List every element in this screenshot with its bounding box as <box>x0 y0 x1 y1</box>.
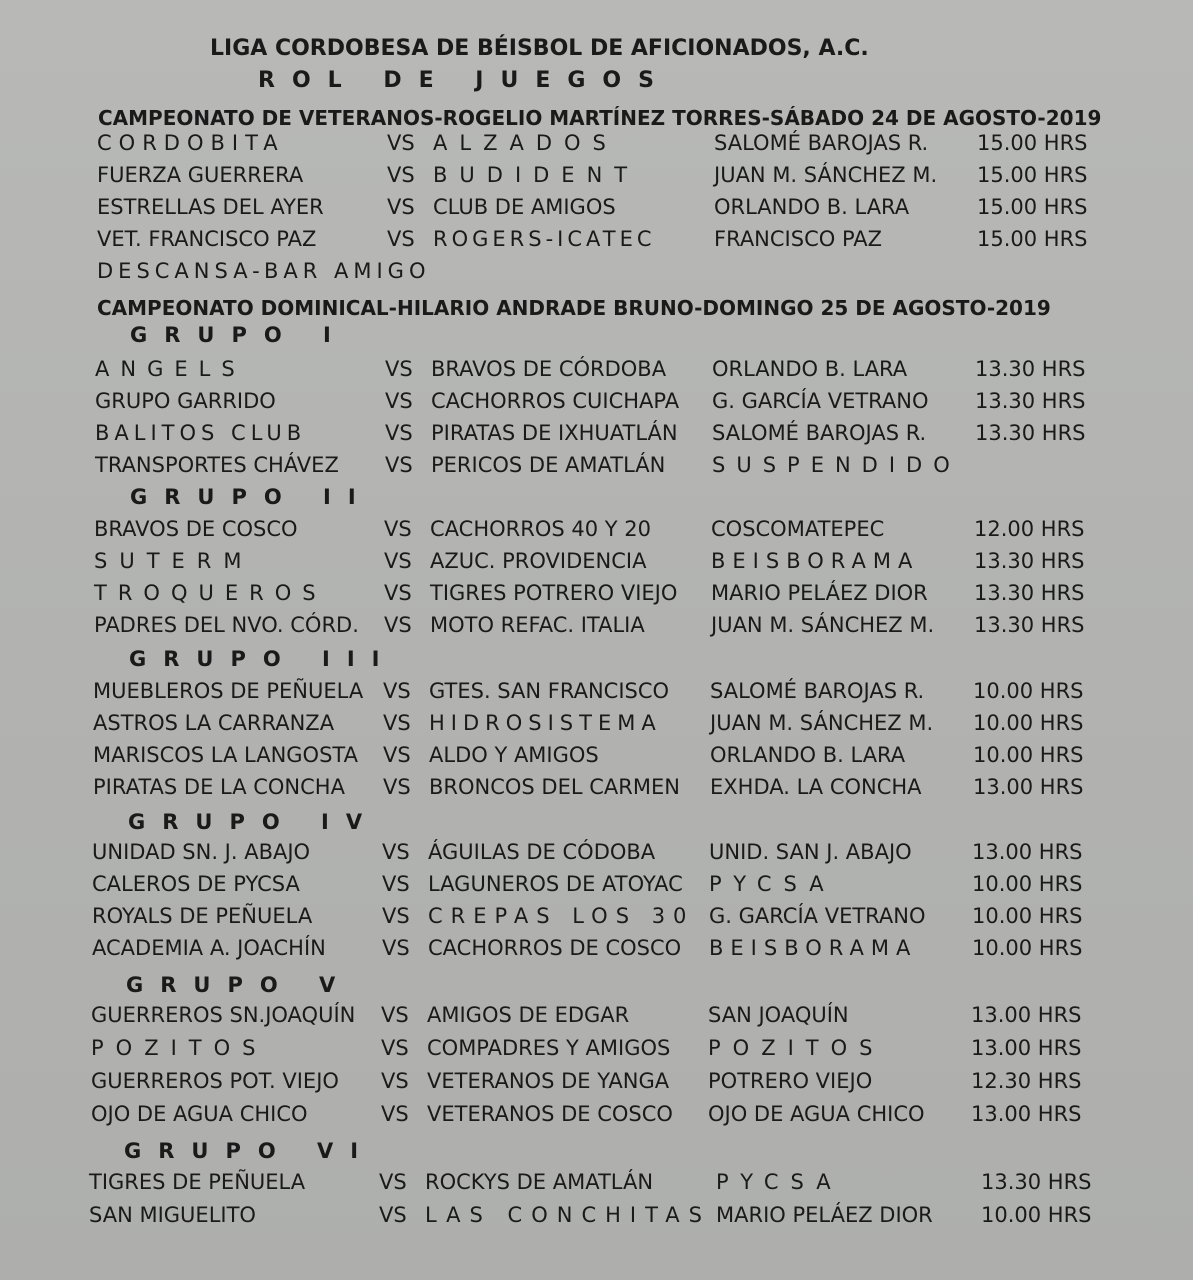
home-team: SAN MIGUELITO <box>89 1203 256 1227</box>
vs-label: VS <box>384 549 412 573</box>
vs-label: VS <box>384 517 412 541</box>
venue: PYCSA <box>709 872 836 896</box>
game-time: 13.00 HRS <box>971 1036 1082 1060</box>
away-team: ROCKYS DE AMATLÁN <box>425 1170 654 1194</box>
home-team: VET. FRANCISCO PAZ <box>97 227 317 251</box>
game-time: 10.00 HRS <box>973 743 1084 767</box>
venue: FRANCISCO PAZ <box>714 227 883 251</box>
game-time: 15.00 HRS <box>977 195 1088 219</box>
venue: G. GARCÍA VETRANO <box>709 904 926 928</box>
home-team: BRAVOS DE COSCO <box>94 517 298 541</box>
venue: COSCOMATEPEC <box>711 517 885 541</box>
veterans-championship-title: CAMPEONATO DE VETERANOS-ROGELIO MARTÍNEZ TORRES-SÁBADO 24 DE AGOSTO-2019 <box>98 106 1102 130</box>
vs-label: VS <box>385 389 413 413</box>
home-team: UNIDAD SN. J. ABAJO <box>92 840 311 864</box>
game-time: 13.30 HRS <box>974 613 1085 637</box>
game-time: 10.00 HRS <box>973 679 1084 703</box>
away-team: ALDO Y AMIGOS <box>429 743 599 767</box>
away-team: CACHORROS DE COSCO <box>428 936 682 960</box>
vs-label: VS <box>387 163 415 187</box>
home-team: MARISCOS LA LANGOSTA <box>93 743 358 767</box>
vs-label: VS <box>382 904 410 928</box>
group-heading: GRUPO I <box>130 323 348 347</box>
game-time: 10.00 HRS <box>972 872 1083 896</box>
vs-label: VS <box>387 227 415 251</box>
home-team: ROYALS DE PEÑUELA <box>92 904 313 928</box>
away-team: CLUB DE AMIGOS <box>433 195 616 219</box>
group-heading: GRUPO VI <box>124 1139 376 1163</box>
away-team: CREPAS LOS 30 <box>428 904 695 928</box>
away-team: VETERANOS DE YANGA <box>427 1069 670 1093</box>
rest-team-note: DESCANSA-BAR AMIGO <box>97 259 431 283</box>
venue: POTRERO VIEJO <box>708 1069 873 1093</box>
vs-label: VS <box>379 1203 407 1227</box>
group-heading: GRUPO II <box>130 485 373 509</box>
home-team: GUERREROS POT. VIEJO <box>91 1069 339 1093</box>
league-title: LIGA CORDOBESA DE BÉISBOL DE AFICIONADOS, A.C. <box>210 36 869 61</box>
group-heading: GRUPO IV <box>128 810 380 834</box>
home-team: MUEBLEROS DE PEÑUELA <box>93 679 364 703</box>
home-team: TRANSPORTES CHÁVEZ <box>95 453 339 477</box>
away-team: PERICOS DE AMATLÁN <box>431 453 666 477</box>
home-team: SUTERM <box>94 549 254 573</box>
game-time: 13.00 HRS <box>971 1003 1082 1027</box>
vs-label: VS <box>383 711 411 735</box>
venue: JUAN M. SÁNCHEZ M. <box>711 613 935 637</box>
home-team: GRUPO GARRIDO <box>95 389 276 413</box>
away-team: LAS CONCHITAS <box>425 1203 711 1227</box>
away-team: ROGERS-ICATEC <box>433 227 656 251</box>
away-team: PIRATAS DE IXHUATLÁN <box>431 421 678 445</box>
home-team: TIGRES DE PEÑUELA <box>89 1170 306 1194</box>
game-time: 13.30 HRS <box>974 549 1085 573</box>
vs-label: VS <box>384 581 412 605</box>
game-time: 13.30 HRS <box>975 389 1086 413</box>
game-time: 10.00 HRS <box>981 1203 1092 1227</box>
away-team: LAGUNEROS DE ATOYAC <box>428 872 683 896</box>
game-time: 10.00 HRS <box>972 936 1083 960</box>
vs-label: VS <box>385 453 413 477</box>
away-team: AMIGOS DE EDGAR <box>427 1003 630 1027</box>
game-time: 12.30 HRS <box>971 1069 1082 1093</box>
home-team: ASTROS LA CARRANZA <box>93 711 335 735</box>
venue: JUAN M. SÁNCHEZ M. <box>714 163 938 187</box>
sunday-championship-title: CAMPEONATO DOMINICAL-HILARIO ANDRADE BRUNO-DOMINGO 25 DE AGOSTO-2019 <box>97 296 1051 320</box>
home-team: ACADEMIA A. JOACHÍN <box>92 936 326 960</box>
venue: BEISBORAMA <box>711 549 920 573</box>
vs-label: VS <box>383 679 411 703</box>
venue: ORLANDO B. LARA <box>710 743 906 767</box>
vs-label: VS <box>381 1102 409 1126</box>
venue: BEISBORAMA <box>709 936 918 960</box>
game-time: 13.00 HRS <box>972 840 1083 864</box>
away-team: VETERANOS DE COSCO <box>427 1102 673 1126</box>
home-team: PADRES DEL NVO. CÓRD. <box>94 613 359 637</box>
home-team: OJO DE AGUA CHICO <box>91 1102 308 1126</box>
away-team: ALZADOS <box>433 131 618 155</box>
game-time: 13.00 HRS <box>973 775 1084 799</box>
home-team: PIRATAS DE LA CONCHA <box>93 775 345 799</box>
away-team: COMPADRES Y AMIGOS <box>427 1036 671 1060</box>
game-time: 10.00 HRS <box>972 904 1083 928</box>
away-team: CACHORROS CUICHAPA <box>431 389 680 413</box>
away-team: GTES. SAN FRANCISCO <box>429 679 670 703</box>
vs-label: VS <box>379 1170 407 1194</box>
vs-label: VS <box>382 840 410 864</box>
away-team: BUDIDENT <box>433 163 640 187</box>
vs-label: VS <box>385 421 413 445</box>
away-team: TIGRES POTRERO VIEJO <box>430 581 678 605</box>
home-team: POZITOS <box>91 1036 268 1060</box>
home-team: GUERREROS SN.JOAQUÍN <box>91 1003 356 1027</box>
home-team: BALITOS CLUB <box>95 421 307 445</box>
vs-label: VS <box>382 872 410 896</box>
vs-label: VS <box>387 131 415 155</box>
home-team: ANGELS <box>95 357 246 381</box>
group-heading: GRUPO V <box>126 973 353 997</box>
venue: UNID. SAN J. ABAJO <box>709 840 912 864</box>
away-team: MOTO REFAC. ITALIA <box>430 613 645 637</box>
away-team: ÁGUILAS DE CÓDOBA <box>428 840 656 864</box>
game-time: 13.30 HRS <box>981 1170 1092 1194</box>
game-time: 13.30 HRS <box>974 581 1085 605</box>
vs-label: VS <box>383 775 411 799</box>
venue: G. GARCÍA VETRANO <box>712 389 929 413</box>
home-team: FUERZA GUERRERA <box>97 163 304 187</box>
game-time: 13.30 HRS <box>975 357 1086 381</box>
vs-label: VS <box>381 1036 409 1060</box>
vs-label: VS <box>385 357 413 381</box>
away-team: HIDROSISTEMA <box>429 711 662 735</box>
vs-label: VS <box>381 1003 409 1027</box>
group-heading: GRUPO III <box>129 647 397 671</box>
venue: POZITOS <box>708 1036 885 1060</box>
home-team: CALEROS DE PYCSA <box>92 872 300 896</box>
venue: SALOMÉ BAROJAS R. <box>710 679 925 703</box>
vs-label: VS <box>387 195 415 219</box>
venue: SUSPENDIDO <box>712 453 961 477</box>
vs-label: VS <box>383 743 411 767</box>
game-time: 10.00 HRS <box>973 711 1084 735</box>
venue: ORLANDO B. LARA <box>714 195 910 219</box>
vs-label: VS <box>384 613 412 637</box>
home-team: CORDOBITA <box>97 131 285 155</box>
game-time: 15.00 HRS <box>977 131 1088 155</box>
vs-label: VS <box>382 936 410 960</box>
venue: ORLANDO B. LARA <box>712 357 908 381</box>
venue: JUAN M. SÁNCHEZ M. <box>710 711 934 735</box>
venue: MARIO PELÁEZ DIOR <box>711 581 928 605</box>
vs-label: VS <box>381 1069 409 1093</box>
game-time: 13.00 HRS <box>971 1102 1082 1126</box>
home-team: ESTRELLAS DEL AYER <box>97 195 324 219</box>
game-time: 12.00 HRS <box>974 517 1085 541</box>
venue: SALOMÉ BAROJAS R. <box>712 421 927 445</box>
away-team: AZUC. PROVIDENCIA <box>430 549 647 573</box>
away-team: CACHORROS 40 Y 20 <box>430 517 651 541</box>
game-time: 15.00 HRS <box>977 163 1088 187</box>
venue: SALOMÉ BAROJAS R. <box>714 131 929 155</box>
game-time: 13.30 HRS <box>975 421 1086 445</box>
away-team: BRONCOS DEL CARMEN <box>429 775 680 799</box>
schedule-subtitle: ROL DE JUEGOS <box>258 68 671 93</box>
venue: OJO DE AGUA CHICO <box>708 1102 925 1126</box>
venue: PYCSA <box>716 1170 843 1194</box>
venue: SAN JOAQUÍN <box>708 1003 849 1027</box>
home-team: TROQUEROS <box>94 581 327 605</box>
venue: EXHDA. LA CONCHA <box>710 775 922 799</box>
away-team: BRAVOS DE CÓRDOBA <box>431 357 667 381</box>
venue: MARIO PELÁEZ DIOR <box>716 1203 933 1227</box>
game-time: 15.00 HRS <box>977 227 1088 251</box>
